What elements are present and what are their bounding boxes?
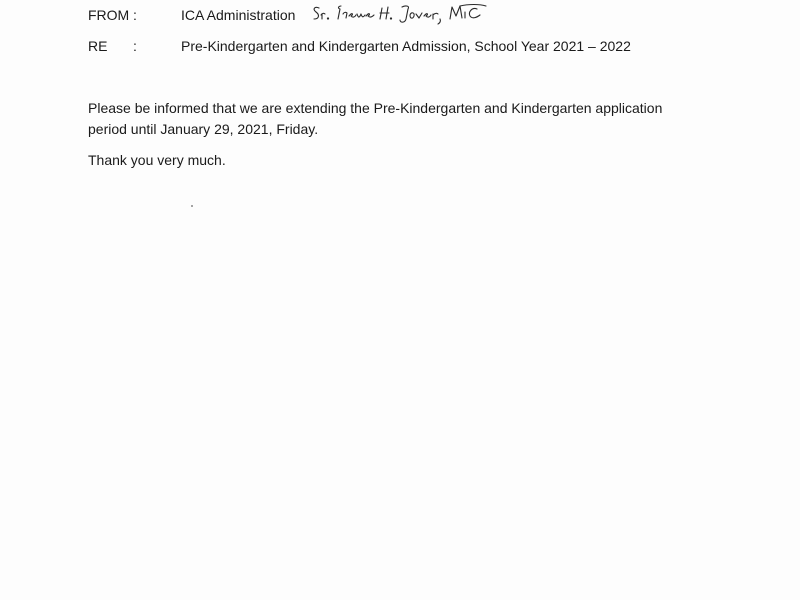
scan-speck <box>191 205 193 207</box>
body-line-1: Please be informed that we are extending the Pre-Kindergarten and Kindergarten application <box>88 100 663 116</box>
from-value: ICA Administration <box>181 7 296 23</box>
re-colon: : <box>133 38 137 54</box>
from-label: FROM <box>88 7 130 23</box>
re-label: RE <box>88 38 108 54</box>
body-line-2: period until January 29, 2021, Friday. <box>88 121 319 137</box>
re-value: Pre-Kindergarten and Kindergarten Admission, School Year 2021 – 2022 <box>181 38 631 54</box>
signature-drawing <box>310 0 500 30</box>
from-colon: : <box>133 7 137 23</box>
closing-line: Thank you very much. <box>88 152 226 168</box>
handwritten-signature <box>310 0 500 30</box>
memo-body <box>88 98 708 140</box>
